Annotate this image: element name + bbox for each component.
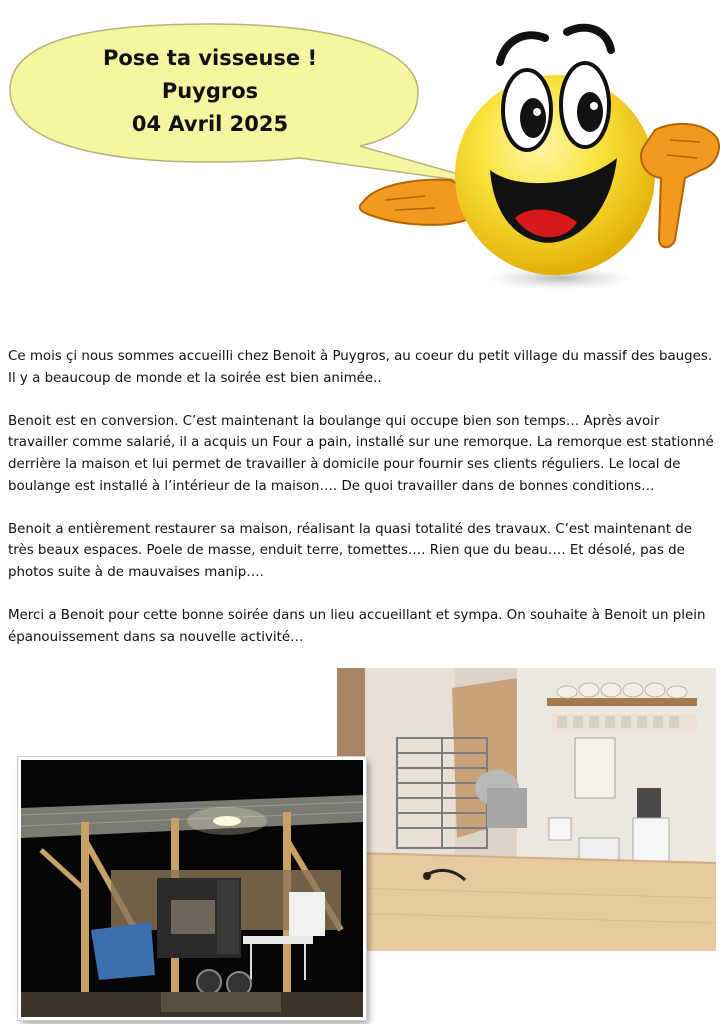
article-body <box>8 346 714 670</box>
bubble-text <box>40 42 380 141</box>
article-paragraph-intro: Ce mois çi nous sommes accueilli chez Benoit à Puygros, au coeur du petit village du massif des bauges. Il y a beaucoup de monde et la soirée est bien animée.. <box>8 349 713 386</box>
event-title: Pose ta visseuse ! <box>102 46 318 70</box>
article-paragraph-thanks: Merci a Benoit pour cette bonne soirée dans un lieu accueillant et sympa. On souhaite à Benoit un plein épanouissement dans sa nouvelle activité… <box>8 608 706 645</box>
event-location: Puygros <box>161 79 259 103</box>
article-paragraph-house: Benoit a entièrement restaurer sa maison, réalisant la quasi totalité des travaux. C’est maintenant de très beaux espaces. Poele de masse, enduit terre, tomettes…. Rien que du beau…. Et désolé, pas de photos suite à de mauvaises manip…. <box>8 521 692 580</box>
night-bread-oven-trailer-photo <box>18 757 366 1020</box>
smiley-mascot-icon <box>355 10 724 300</box>
article-paragraph-conversion: Benoit est en conversion. C’est maintenant la boulange qui occupe bien son temps… Après avoir travailler comme salarié, il a acquis un Four a pain, installé sur une remorque. La remorque est stationné derrière la maison et lui permet de travailler à domicile pour fournir ses clients réguliers. Le local de boulange est installé à l’intérieur de la maison…. De quoi travailler dans de bonnes conditions… <box>8 413 714 494</box>
bakery-room-photo <box>337 668 716 951</box>
event-date: 04 Avril 2025 <box>131 112 289 136</box>
